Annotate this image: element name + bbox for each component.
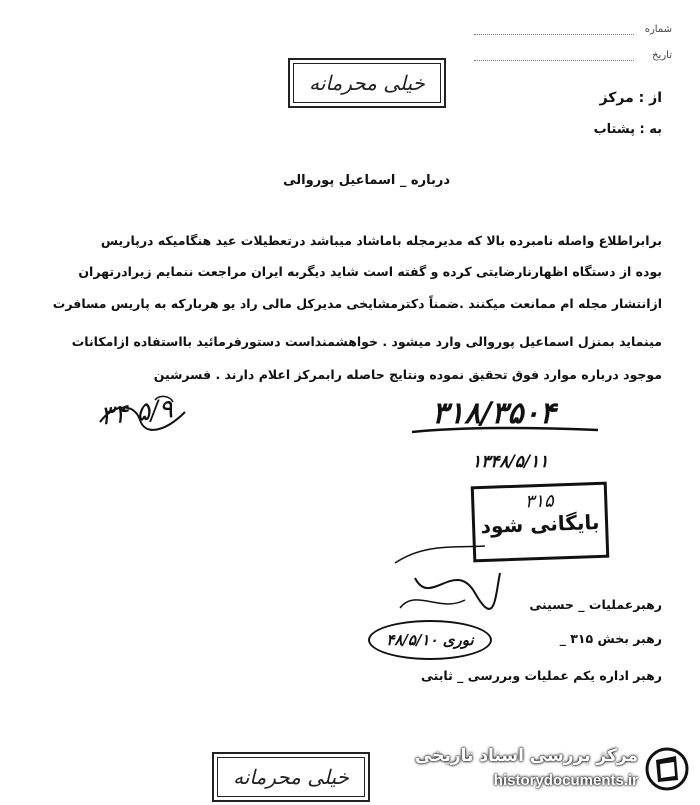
left-handwritten-note: ۳۴ ۵/۹ (98, 394, 175, 432)
signature-line-1: رهبرعملیات _ حسینی (529, 597, 662, 612)
footer-classification-stamp (212, 752, 370, 802)
watermark-url: historydocuments.ir (493, 772, 638, 789)
left-scribble-drawing (95, 392, 195, 452)
subject-line: درباره _ اسماعیل پوروالی (283, 173, 450, 188)
from-field: از : مرکز (599, 90, 662, 106)
section-signature-oval (368, 620, 492, 660)
body-line-2: بوده از دستگاه اظهارنارضایتی کرده و گفته است شاید دیگربه ایران مراجعت ننمایم زیرادرتهران (78, 264, 662, 279)
date-dotted-line (474, 60, 634, 61)
top-classification-text: خیلی محرمانه (309, 71, 425, 95)
watermark-logo-icon (644, 746, 690, 792)
to-field: به : پشتاب (593, 122, 662, 137)
handwritten-date: ۱۳۴۸/۵/۱۱ (472, 452, 549, 472)
handwritten-reference-number: ۳۱۸/۳۵۰۴ (432, 396, 556, 431)
footer-classification-text: خیلی محرمانه (233, 765, 349, 789)
number-dotted-line (474, 34, 634, 35)
body-line-1: برابراطلاع واصله نامبرده بالا که مدیرمجله باماشاد میباشد درتعطیلات عید هنگامیکه درپاریس (100, 233, 662, 248)
signature-scribble (385, 538, 505, 618)
number-label: شماره (644, 24, 672, 35)
watermark (415, 742, 690, 798)
reference-underline (410, 424, 600, 438)
signature-line-3: رهبر اداره یکم عملیات وبررسی _ ثابتی (420, 668, 662, 683)
archive-stamp-number: ۳۱۵ (524, 490, 555, 513)
body-line-4: مینماید بمنزل اسماعیل پوروالی وارد میشود . خواهشمنداست دستورفرمائید بااستفاده ازامکانات (71, 334, 662, 349)
signature-line-2: رهبر بخش ۳۱۵ _ (559, 631, 662, 646)
top-classification-stamp (288, 58, 446, 108)
body-line-5: موجود درباره موارد فوق تحقیق نموده ونتایج حاصله رابمرکز اعلام دارند . فسرشین (153, 367, 662, 382)
section-signature-hand: نوری ۴۸/۵/۱۰ (386, 631, 474, 649)
watermark-title: مرکز بررسی اسناد تاریخی (415, 746, 638, 766)
archive-stamp-text: بایگانی شود (480, 509, 600, 539)
body-line-3: ازانتشار مجله ام ممانعت میکنند .ضمناً دکترمشایخی مدیرکل مالی راد یو هربارکه به پاریس مسافرت (52, 296, 662, 311)
date-label: تاریخ (652, 50, 672, 61)
